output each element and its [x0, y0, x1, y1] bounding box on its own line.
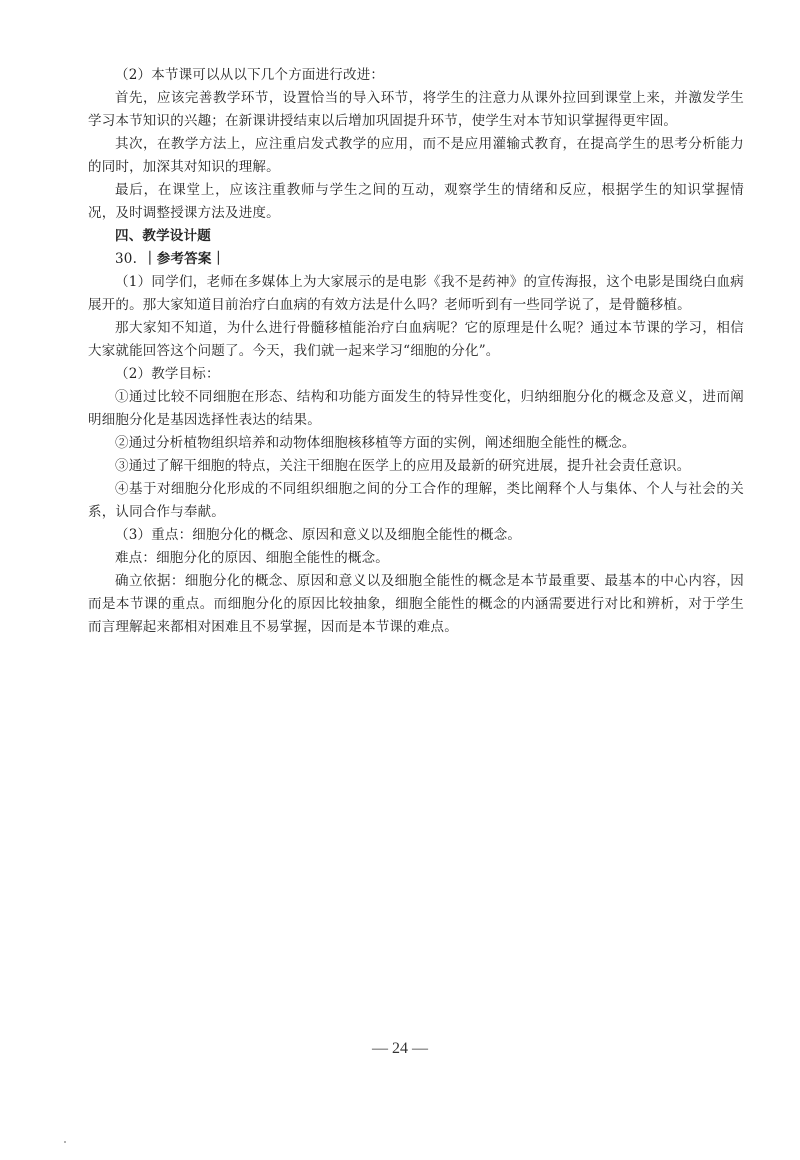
- paragraph: 首先，应该完善教学环节，设置恰当的导入环节，将学生的注意力从课外拉回到课堂上来，并激发学生学习本节知识的兴趣；在新课讲授结束以后增加巩固提升环节，使学生对本节知识掌握得更牢固。: [88, 90, 744, 129]
- page-number: — 24 —: [372, 1040, 428, 1057]
- paragraph: （2）教学目标：: [115, 366, 220, 382]
- paragraph: 其次，在教学方法上，应注重启发式教学的应用，而不是应用灌输式教育，在提高学生的思考分析能力的同时，加深其对知识的理解。: [88, 136, 744, 175]
- paragraph: 那大家知不知道，为什么进行骨髓移植能治疗白血病呢？它的原理是什么呢？通过本节课的学习，相信大家就能回答这个问题了。今天，我们就一起来学习“细胞的分化”。: [88, 320, 744, 359]
- paragraph: 最后，在课堂上，应该注重教师与学生之间的互动，观察学生的情绪和反应，根据学生的知识掌握情况，及时调整授课方法及进度。: [88, 182, 744, 221]
- paragraph: 确立依据：细胞分化的概念、原因和意义以及细胞全能性的概念是本节最重要、最基本的中心内容，因而是本节课的重点。而细胞分化的原因比较抽象，细胞全能性的概念的内涵需要进行对比和辨析，对于学生而言理解起来都相对困难且不易掌握，因而是本节课的难点。: [88, 573, 744, 635]
- paragraph: ④基于对细胞分化形成的不同组织细胞之间的分工合作的理解，类比阐释个人与集体、个人与社会的关系，认同合作与奉献。: [88, 481, 744, 520]
- paragraph: （1）同学们，老师在多媒体上为大家展示的是电影《我不是药神》的宣传海报，这个电影是围绕白血病展开的。那大家知道目前治疗白血病的有效方法是什么吗？老师听到有一些同学说了，是骨髓移植。: [88, 274, 744, 313]
- paragraph: ①通过比较不同细胞在形态、结构和功能方面发生的特异性变化，归纳细胞分化的概念及意义，进而阐明细胞分化是基因选择性表达的结果。: [88, 389, 744, 428]
- answer-header: [88, 248, 744, 271]
- paragraph: （3）重点：细胞分化的概念、原因和意义以及细胞全能性的概念。: [115, 527, 522, 543]
- paragraph: 难点：细胞分化的原因、细胞全能性的概念。: [115, 550, 389, 566]
- reference-answer-label: ｜参考答案｜: [143, 251, 226, 267]
- question-number: 30.: [115, 251, 138, 267]
- document-body: [88, 64, 744, 639]
- paragraph: ②通过分析植物组织培养和动物体细胞核移植等方面的实例，阐述细胞全能性的概念。: [115, 435, 636, 451]
- section-heading: 四、教学设计题: [115, 228, 211, 244]
- paragraph: （2）本节课可以从以下几个方面进行改进：: [115, 67, 385, 83]
- paragraph: ③通过了解干细胞的特点，关注干细胞在医学上的应用及最新的研究进展，提升社会责任意识。: [115, 458, 691, 474]
- scan-dot: [64, 1141, 66, 1143]
